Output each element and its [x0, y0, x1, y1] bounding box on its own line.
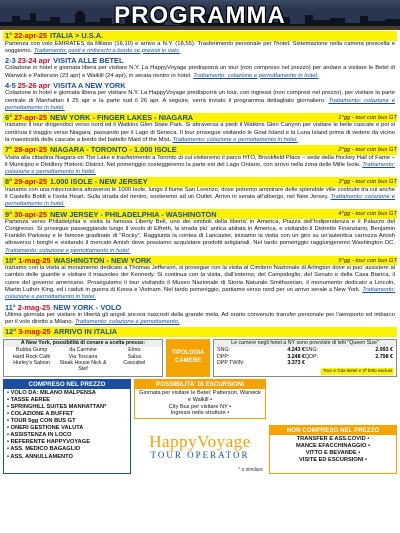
- not-included-item: VITTO E BEVANDE •: [305, 450, 361, 457]
- day-number: 8°: [5, 177, 13, 187]
- not-included-item: VISITE ED ESCURSIONI •: [298, 457, 368, 464]
- day-number: 4-5: [5, 81, 16, 91]
- day-title: VISITA A NEW YORK: [53, 81, 126, 91]
- restaurant-name: Hurley's Saloon: [13, 359, 51, 366]
- day-block: [3, 209, 397, 255]
- day-description: [3, 312, 397, 326]
- day-description: [3, 65, 397, 79]
- day-tour-label: 5°gg - tour con bus GT: [338, 257, 397, 264]
- day-heading: [3, 56, 397, 66]
- logo-wordmark: HappyVoyage: [149, 432, 251, 452]
- restaurants-grid: [4, 347, 162, 373]
- day-heading: [3, 81, 397, 91]
- restaurant-name: Steak House Nick & Stef: [59, 359, 107, 373]
- included-item: • ASS. MEDICO BAGAGLIO: [7, 446, 81, 453]
- room-type-label: TIPOLOGIA CAMERE: [166, 339, 210, 377]
- restaurants-box: [3, 339, 163, 377]
- day-treatment-note: Trattamento: colazione e pernottamento in hotel.: [172, 136, 298, 143]
- excursion-item: City Bus per visitare NY •: [168, 403, 232, 410]
- day-number: 7°: [5, 145, 13, 155]
- restaurant-name: da Carmine: [69, 347, 97, 354]
- restaurant-name: Via Toscana: [68, 353, 98, 360]
- day-heading: [3, 177, 397, 187]
- not-included-list: [270, 435, 396, 465]
- day-block: [3, 327, 397, 337]
- included-box: [3, 379, 131, 474]
- restaurant-name: Hard Rock Café: [12, 353, 51, 360]
- day-heading: [3, 209, 397, 219]
- rooms-heading: Le camere negli hotel a NY sono provviste di letti "Queen Size": [214, 340, 396, 347]
- day-number: 11°: [5, 302, 16, 312]
- room-price-row: [305, 354, 393, 360]
- day-description: [3, 90, 397, 112]
- excursions-list: [135, 389, 265, 419]
- included-heading: COMPRESO NEL PREZZO: [4, 380, 130, 389]
- day-number: 10°: [5, 256, 17, 266]
- included-item: • ASS. ANNULLAMENTO: [7, 453, 73, 460]
- day-title: NIAGARA - TORONTO - 1.000 ISOLE: [49, 145, 177, 155]
- day-tour-label: 3°gg - tour con bus GT: [338, 178, 397, 185]
- day-treatment-note: Trattamento: pasti e rinfreschi a bordo se previsti in volo.: [33, 47, 181, 54]
- day-number: 9°: [5, 209, 13, 219]
- day-text: Colazione in hotel e giornata libera per visitare N.Y. La HappyVoyage predisporrà un tour (non compreso nel prezzo) per andare a visitare le Betel di Warwick e Patterson (23 apr) e Walkill (24 apr), in serata rientro in hotel.: [5, 65, 395, 79]
- room-price-row: [217, 360, 305, 366]
- not-included-item: TRANSFER E ASS.COVID •: [296, 436, 370, 443]
- day-tour-label: 2°gg - tour con bus GT: [338, 146, 397, 153]
- included-item: • TOUR 5gg CON BUS GT: [7, 418, 76, 425]
- included-item: • SPRINGHILL SUITES MANHATTAN*: [7, 403, 107, 410]
- day-block: [3, 145, 397, 176]
- day-description: [3, 155, 397, 177]
- similar-note: ° o similare: [238, 466, 263, 473]
- day-title: 1.000 ISOLE - NEW JERSEY: [49, 177, 148, 187]
- day-date: 3-mag-25: [18, 327, 51, 337]
- included-item: • ONERI GESTIONE VALUTA: [7, 425, 84, 432]
- included-item: • VOLO DA: MILANO MALPENSA: [7, 389, 96, 396]
- not-included-item: MANCE EFACCHINAGGIO •: [295, 443, 371, 450]
- day-text: Iniziamo con una minicrociera attraverso le 1000 Isole, lungo il fiume San Lorenzo, dove potremo ammirare delle splendide ville costruite tra cui anche il Castello Boldt e l'isola Heart. Sulla strada del rientro, sosteremo ad un Outlet. Arrivo in serata all'albergo, nel New Jersey.: [5, 186, 395, 200]
- day-heading: [3, 327, 397, 337]
- day-list: [0, 31, 400, 337]
- day-title: NEW YORK - VOLO: [53, 302, 122, 312]
- day-date: 1-mag-25: [18, 256, 51, 266]
- rooms-box: [213, 339, 397, 377]
- room-price: 3.248 €: [287, 353, 305, 360]
- day-treatment-note: Trattamento: colazione e pernottamento.: [74, 318, 180, 325]
- restaurant-name: Salsa: [127, 353, 141, 360]
- day-number: 1°: [5, 31, 13, 41]
- day-treatment-note: Trattamento: colazione e pernottamento in hotel.: [5, 193, 395, 208]
- day-number: 2-3: [5, 56, 16, 66]
- room-type: DPP:: [217, 353, 230, 360]
- day-treatment-note: Trattamento: colazione e pernottamento in hotel.: [5, 247, 131, 254]
- included-item: • COLAZIONE A BUFFET: [7, 410, 74, 417]
- not-included-box: [269, 425, 397, 474]
- room-price: 2.798 €: [375, 353, 393, 360]
- day-heading: [3, 113, 397, 123]
- day-block: [3, 31, 397, 55]
- restaurant-name: Elmo: [128, 347, 141, 354]
- day-description: [3, 41, 397, 55]
- day-block: [3, 302, 397, 326]
- day-date: 2-mag-25: [17, 302, 51, 312]
- day-date: 29-apr-25: [14, 177, 47, 187]
- day-treatment-note: Trattamento: colazione e pernottamento in hotel.: [5, 286, 395, 301]
- day-treatment-note: Trattamento: colazione e pernottamento in hotel.: [5, 161, 395, 175]
- day-block: [3, 177, 397, 208]
- day-text: Partenza con volo EMIRATES da Milano (16,10) e arrivo a N.Y. (18,55). Trasferimento personale per l'hotel. Sistemazione nella camera prescelta e soggiorno.: [5, 40, 395, 54]
- day-text: Visita alla cittadina Niagara on The Lake e trasferimento a Toronto di cui visiteremo il parco HTO, Brookfield Place – sede della Hockey Hall of Fame – il Municipio e Distillery Historic District. Nel pomeriggio costeggeremo la parte est del Lago Ontario, con arrivo nella zona delle Mille Isole.: [5, 154, 395, 168]
- day-text: Partenza verso Philadelphia e visita la famosa Liberty Bell, uno dei simboli della libertà' in America, Piazza dell'Indipendenza e il Palazzo del Congresso. Si prosegue passeggiando lungo il vicolo di Elfreth, la strada piu' antica abitata in America, e visitando il Distretto Finanziario, Benjamin Franklin Parkway e le famose gradinate di "Rocky". Raggiunta la contea di Lancaster, iniziamo la visita con un giro su un'autentica carrozza Amish attraverso i borghi e visitando il mercato Amish dove possiamo acquistare prodotti artigianali. Nel tardo pomeriggio raggiungeremo Washington DC.: [5, 218, 395, 247]
- day-heading: [3, 31, 397, 41]
- included-item: • TASSE AEREE: [7, 396, 51, 403]
- day-description: [3, 265, 397, 301]
- day-title: ITALIA > U.S.A.: [49, 31, 104, 41]
- included-item: • REFERENTE HAPPYVOYAGE: [7, 439, 91, 446]
- day-heading: [3, 302, 397, 312]
- included-list: [4, 389, 130, 462]
- included-item: • ASSISTENZA IN LOCO: [7, 432, 72, 439]
- day-title: NEW JERSEY - PHILADELPHIA - WASHINGTON: [49, 209, 217, 219]
- day-treatment-note: Trattamento: colazione e pernottamento in hotel.: [193, 72, 319, 79]
- day-title: VISITA ALLE BETEL: [53, 56, 124, 66]
- excursion-item: Ingressi nelle strutture •: [170, 410, 230, 417]
- not-included-heading: NON COMPRESO NEL PREZZO: [270, 426, 396, 435]
- day-text: Colazione in hotel e giornata libera per visitare N.Y. La HappyVoyage predisporrà un tour, con ingressi (non compresi nel prezzo), per visitare la parte centrale di Manhattan il 25 apr e la parte sud il 26 apr. A seguire, verrà inviato il programma dettagliato giornaliero.: [5, 90, 395, 104]
- day-text: Ultima giornata per visitare in libertà gli angoli ancora nascosti della grande mela. Ad orario convenuto transfer personale per l'aeroporto ed imbarco per il volo diretto a Milano.: [5, 311, 395, 325]
- day-block: [3, 256, 397, 302]
- day-number: 12°: [5, 327, 17, 337]
- day-date: 28-apr-25: [14, 145, 47, 155]
- restaurant-name: Cascabel: [123, 359, 146, 366]
- room-type: SNG:: [305, 347, 318, 354]
- day-title: NEW YORK - FINGER LAKES - NIAGARA: [49, 113, 194, 123]
- room-prices-left: [217, 347, 305, 366]
- day-title: WASHINGTON - NEW YORK: [53, 256, 152, 266]
- info-row: [0, 339, 400, 377]
- validity-note: Tour e Gita Betel e 3ª letto esclusi: [323, 368, 392, 374]
- page-title: PROGRAMMA: [114, 2, 286, 29]
- restaurants-heading: A New York, possibilità di cenare a scelta presso:: [4, 340, 162, 347]
- day-date: 23-24 apr: [17, 56, 51, 66]
- room-type: QDP:: [305, 353, 318, 360]
- header-banner: [0, 0, 400, 30]
- day-date: 22-apr-25: [14, 31, 47, 41]
- room-type: SNG:: [217, 347, 230, 354]
- middle-column: [134, 379, 266, 474]
- excursion-item: Giornata per visitare le Betel: Patterson, Warwick e Walkill •: [139, 389, 261, 403]
- right-column: [269, 379, 397, 474]
- excursions-heading: POSSIBILITA' DI ESCURSIONI: [135, 380, 265, 389]
- restaurant-name: Bubba Gump: [16, 347, 48, 354]
- day-tour-label: 1°gg - tour con bus GT: [338, 114, 397, 121]
- day-number: 6°: [5, 113, 13, 123]
- day-description: [3, 122, 397, 144]
- room-prices-right: [305, 347, 393, 366]
- day-treatment-note: Trattamento: colazione e pernottamento in hotel.: [5, 97, 395, 111]
- day-block: [3, 113, 397, 144]
- day-block: [3, 56, 397, 80]
- bottom-section: [0, 379, 400, 474]
- excursions-box: [134, 379, 266, 419]
- day-description: [3, 219, 397, 255]
- day-title: ARRIVO IN ITALIA: [53, 327, 118, 337]
- day-text: Iniziamo il tour dirigendoci verso nord ed il Watkins Glen State Park. Si attraversa a piedi il Watkins Glen Canyon per visitare le belle cascate e poi si continua il viaggio verso Niagara, passando per il Lago di Seneca. Il tour prosegue visitando le Goat Island e la Luna Island prima di vedere da vicino la maestosità delle cascate a bordo del battello Maid of the Mist.: [5, 122, 395, 143]
- day-heading: [3, 145, 397, 155]
- day-date: 30-apr-25: [14, 209, 47, 219]
- room-price: 2.993 €: [375, 347, 393, 354]
- day-date: 27-apr-25: [14, 113, 47, 123]
- room-price: 3.373 €: [287, 359, 305, 366]
- day-block: [3, 81, 397, 112]
- room-price: 4.243 €: [287, 347, 305, 354]
- room-type: DPP TWIN:: [217, 359, 245, 366]
- day-heading: [3, 256, 397, 266]
- day-text: Iniziamo con la visita al monumento dedicato a Thomas Jefferson, si prosegue con la visita al Cimitero Nazionale di Arlington dove si puo' assistere al cambio delle guardie e visitare il mausoleo dei Kennedy. Si continua con la visita, dall'esterno, del Campidoglio, del Senato e della Casa Bianca, il cuore del governo americano. Proseguiamo il tour visitando il Museo Nazionale di Storia Naturale Smithsonian, il monumento dedicato a Lincoln, Martin Luther King, ed i caduti in guerra di Korea e Vietnam. Nel tardo pomeriggio, partiamo verso nord per un arrivo serale a New York.: [5, 265, 395, 293]
- day-date: 25-26 apr: [17, 81, 51, 91]
- day-tour-label: 4°gg - tour con bus GT: [338, 211, 397, 217]
- happyvoyage-logo: [134, 419, 266, 474]
- day-description: [3, 187, 397, 209]
- logo-subtitle: TOUR OPERATOR: [150, 450, 250, 461]
